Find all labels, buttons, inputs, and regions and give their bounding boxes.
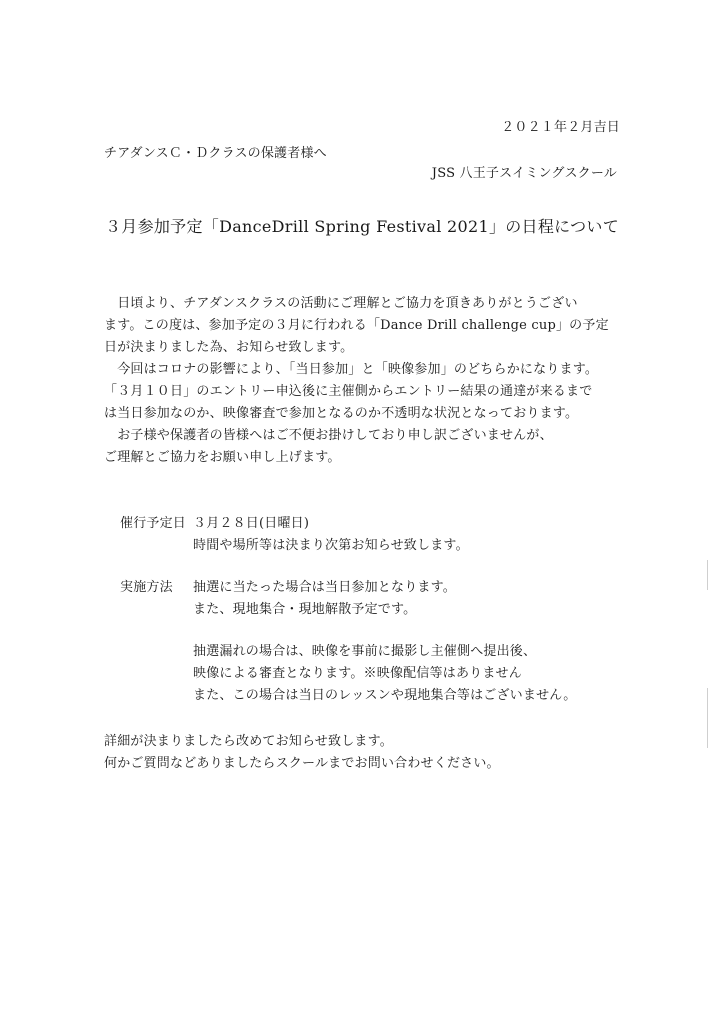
scan-artifact [707, 560, 708, 590]
body-line: ご理解とご協力をお願い申し上げます。 [104, 450, 341, 465]
method-line: また、この場合は当日のレッスンや現地集合等はございません。 [193, 688, 577, 703]
method-line: 抽選に当たった場合は当日参加となります。 [193, 580, 456, 595]
sender-name: JSS 八王子スイミングスクール [431, 166, 617, 181]
method-line: 抽選漏れの場合は、映像を事前に撮影し主催側へ提出後、 [193, 644, 537, 659]
body-line: 今回はコロナの影響により、「当日参加」と「映像参加」のどちらかになります。 [104, 362, 599, 377]
schedule-label: 催行予定日 [120, 516, 187, 531]
method-line: また、現地集合・現地解散予定です。 [193, 602, 417, 617]
body-line: は当日参加なのか、映像審査で参加となるのか不透明な状況となっております。 [104, 406, 579, 421]
body-line: 日頃より、チアダンスクラスの活動にご理解とご協力を頂きありがとうござい [104, 296, 578, 311]
schedule-note: 時間や場所等は決まり次第お知らせ致します。 [193, 538, 469, 553]
document-date: ２０２１年２月吉日 [501, 120, 620, 135]
body-line: お子様や保護者の皆様へはご不便お掛けしており申し訳ございませんが、 [104, 428, 553, 443]
body-line: 「３月１０日」のエントリー申込後に主催側からエントリー結果の通達が来るまで [104, 384, 593, 399]
body-line: 日が決まりました為、お知らせ致します。 [104, 340, 354, 355]
schedule-date: ３月２８日(日曜日) [193, 516, 310, 531]
scan-artifact [707, 688, 708, 748]
closing-line: 何かご質問などありましたらスクールまでお問い合わせください。 [104, 756, 500, 771]
document-title: ３月参加予定「DanceDrill Spring Festival 2021」の日程について [104, 217, 620, 236]
method-label: 実施方法 [120, 580, 173, 595]
addressee: チアダンスＣ・Ｄクラスの保護者様へ [104, 146, 327, 161]
method-line: 映像による審査となります。※映像配信等はありません [193, 666, 522, 681]
closing-line: 詳細が決まりましたら改めてお知らせ致します。 [104, 734, 393, 749]
body-line: ます。この度は、参加予定の３月に行われる「Dance Drill challenge cup」の予定 [104, 318, 609, 333]
